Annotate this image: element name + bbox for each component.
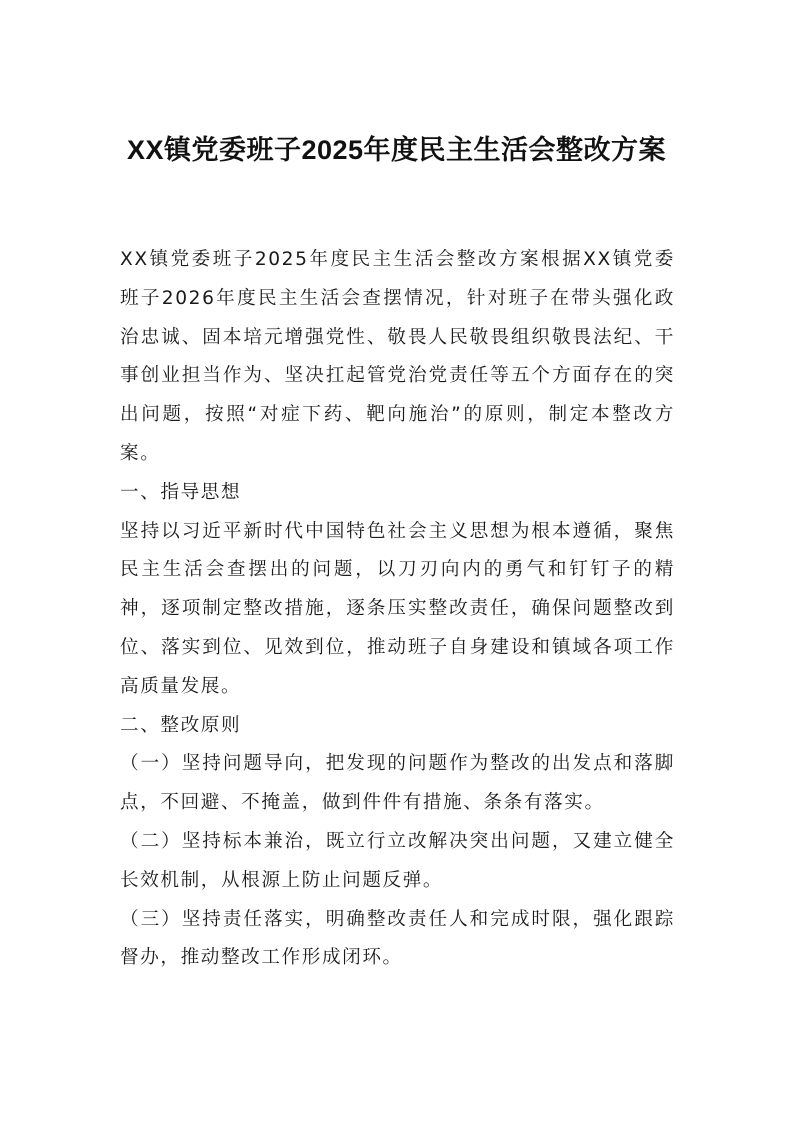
document-body	[120, 241, 675, 978]
guiding-thought-paragraph: 坚持以习近平新时代中国特色社会主义思想为根本遵循，聚焦民主生活会查摆出的问题，以刀刃向内的勇气和钉钉子的精神，逐项制定整改措施，逐条压实整改责任，确保问题整改到位、落实到位、见效到位，推动班子自身建设和镇域各项工作高质量发展。	[120, 520, 675, 697]
section-heading-guiding-thought: 一、指导思想	[120, 481, 242, 503]
section-heading-principles: 二、整改原则	[120, 714, 242, 736]
principle-item-1: （一）坚持问题导向，把发现的问题作为整改的出发点和落脚点，不回避、不掩盖，做到件件有措施、条条有落实。	[120, 753, 675, 814]
document-title: XX镇党委班子2025年度民主生活会整改方案	[126, 135, 667, 165]
intro-paragraph: XX镇党委班子2025年度民主生活会整改方案根据XX镇党委班子2026年度民主生活会查摆情况，针对班子在带头强化政治忠诚、固本培元增强党性、敬畏人民敬畏组织敬畏法纪、干事创业担当作为、坚决扛起管党治党责任等五个方面存在的突出问题，按照“对症下药、靶向施治”的原则，制定本整改方案。	[120, 249, 675, 464]
principle-item-2: （二）坚持标本兼治，既立行立改解决突出问题，又建立健全长效机制，从根源上防止问题反弹。	[120, 830, 675, 891]
principle-item-3: （三）坚持责任落实，明确整改责任人和完成时限，强化跟踪督办，推动整改工作形成闭环。	[120, 908, 675, 969]
